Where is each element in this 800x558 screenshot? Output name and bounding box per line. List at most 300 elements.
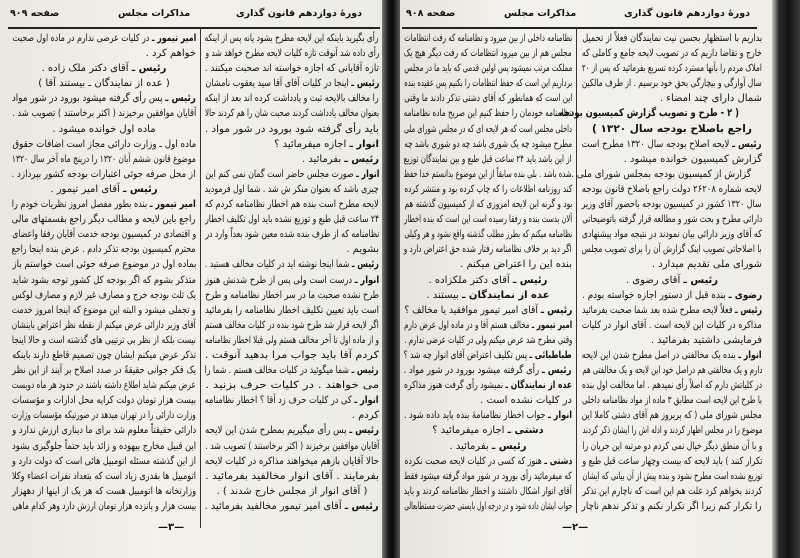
line-content xyxy=(582,423,762,438)
line-content xyxy=(12,242,196,257)
speech-text: لایحه اصلاح بودجه سال ۱۳۲۰ مطرح است xyxy=(582,138,730,150)
line-content xyxy=(404,197,572,212)
speaker-name: طباطبائی ـ xyxy=(529,349,572,361)
line-content xyxy=(582,469,762,484)
speech-text: گزارش از کمیسیون بودجه بمجلس شورای ملی . xyxy=(570,168,751,180)
text-line xyxy=(582,454,762,469)
speaker-name: عده از نمایندگان ـ xyxy=(462,289,550,301)
speech-text: تکرار کنند ) باید لایحه که بیست وچهار ساعت قبل طبع و xyxy=(582,455,762,467)
text-line xyxy=(582,227,762,242)
line-content xyxy=(582,454,762,469)
text-line xyxy=(404,76,572,91)
text-line xyxy=(205,439,379,454)
line-content xyxy=(404,106,572,121)
speech-text: که آقای وزیر دارائی بیان نمودند در نتیجه مواد پیشنهادی xyxy=(582,229,762,241)
line-content xyxy=(404,363,572,378)
speech-text: آقای دکتر ملک زاده . xyxy=(41,63,129,75)
speaker-name: امیر تیمور ـ xyxy=(150,199,196,211)
text-line xyxy=(205,408,379,423)
speech-text: جواب ایشان داده شود و در درجه اول بایستی حضرت مستطابعالی xyxy=(404,500,572,512)
speech-text: حالا آقایان بازهم میخواهند مذاکره در کلیات لایحه xyxy=(205,455,379,467)
text-line xyxy=(12,212,196,227)
speaker-name: رئیس ـ xyxy=(131,63,167,75)
speech-text: لایحه مطرح است بنده هم اخطار نظامنامه کردم که xyxy=(205,199,379,211)
text-line xyxy=(582,393,762,408)
text-line xyxy=(582,242,762,257)
speech-text: لایحه شماره ۲۶۲۰۸ دولت راجع باصلاح قانون بودجه xyxy=(582,183,762,195)
header-page-number: صفحه ۹۰۸ xyxy=(406,8,456,19)
line-content xyxy=(582,303,762,318)
speaker-name: رئیس ـ xyxy=(352,365,379,377)
section-heading-line xyxy=(582,122,762,137)
speech-text: بنده این را اعتراض میکنم . xyxy=(460,259,572,271)
text-line xyxy=(12,182,196,197)
text-line xyxy=(404,423,572,438)
line-content xyxy=(582,227,762,242)
page-edge-shadow xyxy=(772,0,800,558)
line-content xyxy=(12,273,196,288)
line-content xyxy=(205,439,379,454)
line-content xyxy=(205,303,379,318)
line-content xyxy=(404,227,572,242)
speech-text: و اقتصادی در کمیسیون بودجه خدمت آقایان رفقا واعضای xyxy=(12,229,196,241)
speech-text: دارم و یک مخالفتی هم دراصل خود این لایحه و یک مخالفتی هم xyxy=(582,365,762,377)
text-line xyxy=(404,227,572,242)
text-line xyxy=(12,61,196,76)
line-content xyxy=(205,393,379,408)
speech-text: بیست هزار و پانزده هزار تومان ارزش دارد وهر کدام ماهی xyxy=(12,500,196,512)
text-line xyxy=(582,363,762,378)
text-line xyxy=(582,318,762,333)
text-line xyxy=(582,76,762,91)
speech-text: خواهم کرد . xyxy=(145,48,196,60)
line-content xyxy=(404,242,572,257)
speech-text: رأی داده شد آنوقت تازه کلیات لایحه مطرح خواهد شد و xyxy=(205,48,379,60)
speaker-name: انوار ـ xyxy=(349,138,379,150)
line-content xyxy=(12,227,196,242)
speech-text: اگر لایحه قرار شد طرح شود بنده در کلیات مخالف هستم xyxy=(205,319,379,331)
speech-text: راجع باین لایحه و مطالب دیگر راجع بقسمتهای مالی xyxy=(12,214,196,226)
speech-text: را مخالف بالایحه ثبت و یادداشت کرده اند بعد از اینکه xyxy=(205,93,379,105)
speech-text: تذکر عرض میکنم ایشان چون تصمیم قاطع دارند باینکه xyxy=(12,349,196,361)
line-content xyxy=(404,484,572,499)
line-content xyxy=(480,393,572,408)
text-line xyxy=(12,46,196,61)
speech-text: رأی گرفته میشود بورود در شور مواد . xyxy=(404,365,540,377)
speech-text: وزارت دارائی را در تهران میدهد در صورتیکه مؤسسات وزارت xyxy=(12,410,196,422)
speech-text: سال ۱۳۲۰ کشور در کمیسیون بودجه باحضور آقای وزیر xyxy=(582,199,762,211)
speech-text: شورای ملی تقدیم میدارد . xyxy=(651,259,762,271)
text-line xyxy=(12,288,196,303)
speech-text: اجازه میفرمائید ؟ xyxy=(274,138,347,150)
speech-text: یک فکر جوانی حقیقةً در صدد اصلاح بر آیند از این نظر xyxy=(12,365,196,377)
text-line xyxy=(12,167,196,182)
speaker-name: رئیس ـ xyxy=(345,500,379,512)
text-line xyxy=(404,197,572,212)
text-line xyxy=(12,499,196,514)
line-content xyxy=(404,76,572,91)
line-content xyxy=(582,212,762,227)
speech-text: اتومبیل ها بقدری زیاد است که بتعداد نفرات اعضاء وکلا xyxy=(12,470,196,482)
speech-text: بفرمائید . xyxy=(449,440,489,452)
text-line xyxy=(12,303,196,318)
text-line xyxy=(404,484,572,499)
line-content xyxy=(660,91,762,106)
line-content xyxy=(582,318,762,333)
line-content xyxy=(582,393,762,408)
speaker-name: رئیس ـ xyxy=(683,274,719,286)
text-line xyxy=(12,423,196,438)
line-content xyxy=(426,288,549,303)
line-content xyxy=(205,454,379,469)
column-right xyxy=(559,31,762,514)
speaker-name: رئیس ـ xyxy=(512,274,548,286)
speech-text: مملکت مرتب نمیشود پس اولین قدمی که باید ما در مجلس xyxy=(404,63,572,75)
line-content xyxy=(12,318,196,333)
speech-text: از محل صرفه جوئی اعتبارات بودجه کشور بپردازد . xyxy=(12,168,196,180)
text-line xyxy=(12,91,196,106)
line-content xyxy=(582,408,762,423)
speech-text: جواب اخطار نظامنامهٔ بنده باید داده شود . xyxy=(404,410,546,422)
text-line xyxy=(404,303,572,318)
line-content xyxy=(571,167,751,182)
line-content xyxy=(12,454,196,469)
speech-text: باید رأی گرفته شود بورود در شور مواد . xyxy=(205,123,379,135)
speech-text: تازه آقایانی که اجازه خواسته اند صحبت میکنند . xyxy=(205,63,379,75)
speech-text: آقای امیر تیمور مخالفید بفرمائید . xyxy=(205,500,342,512)
line-content xyxy=(582,378,762,393)
line-content xyxy=(429,273,548,288)
speech-text: بشویم . xyxy=(346,244,379,256)
speech-text: مجلس شورای ملی ( که پریروز هم آقای دشتی کاملا این xyxy=(582,410,762,422)
speech-text: ماده اول ـ وزارت دارائی مجاز است اضافات حقوق xyxy=(12,138,196,150)
line-content xyxy=(404,61,572,76)
text-line xyxy=(582,152,762,167)
text-line xyxy=(582,378,762,393)
text-line xyxy=(582,212,762,227)
text-line xyxy=(205,257,379,272)
speech-text: و از ماده اول تا آخر مخالف هستم ولی قبلا اخطار نظامنامه xyxy=(205,334,379,346)
line-content xyxy=(205,363,379,378)
text-line xyxy=(404,46,572,61)
header-title: مذاکرات مجلس xyxy=(118,8,191,19)
line-content xyxy=(12,91,196,106)
speaker-name: انوار ـ xyxy=(548,410,572,422)
text-line xyxy=(12,484,196,499)
speech-text: بعنوان مخالف یادداشت کردند صحبت شان را هم کردند حالا xyxy=(205,108,379,120)
speaker-name: رئیس ـ xyxy=(735,304,762,316)
text-line xyxy=(582,499,762,514)
text-line xyxy=(404,288,572,303)
speech-text: بیست هزار تومان دولت کرایه محل ادارات و مؤسسات xyxy=(12,395,196,407)
line-content xyxy=(146,46,196,61)
text-line xyxy=(404,137,572,152)
speech-text: برداریم این است که حفظ انتظامات را بکنیم پس عقیده بنده xyxy=(404,78,572,90)
text-line xyxy=(12,273,196,288)
line-content xyxy=(404,499,572,514)
text-line xyxy=(404,273,572,288)
text-line xyxy=(205,454,379,469)
line-content xyxy=(404,408,572,423)
text-line xyxy=(404,393,572,408)
speech-text: آقایان موافقین برخیزند ( اکثر برخاستند ) تصویب شد . xyxy=(12,108,196,120)
speech-text: پس رأی میگیریم بمطرح شدن این لایحه xyxy=(205,425,347,437)
speech-text: اجازه میفرمائید ؟ xyxy=(432,425,505,437)
line-content xyxy=(559,106,739,121)
speech-text: آقای رضوی . xyxy=(625,274,681,286)
text-line xyxy=(12,393,196,408)
speaker-name: امیر تیمور ـ xyxy=(151,33,196,44)
line-content xyxy=(12,439,196,454)
speech-text: آقای امیر تیمور . xyxy=(50,183,120,195)
speech-text: را تکرار کنم زیرا اگر تکرار نکنم و تذکر ندهم ناچار xyxy=(582,500,762,512)
speaker-name: دشتی ـ xyxy=(507,425,544,437)
speech-text: و تجملی میشود و البته این موضوع که اینجا امروز خدمت xyxy=(12,304,196,316)
speech-text: شده باشد . بلی بنده سابقاً از این موضوع بدانستم خدا حفظ xyxy=(404,168,572,180)
line-content xyxy=(582,61,762,76)
speech-text: طرح نشده صحبت ما در سر اخطار نظامنامه و طرح xyxy=(205,289,379,301)
header-period: دورهٔ دوازدهم قانون گذاری xyxy=(623,8,750,19)
speech-text: اینجا در کلیات آقای آقا سید یعقوب نامشان xyxy=(205,78,349,90)
line-content xyxy=(582,76,762,91)
line-content xyxy=(582,348,762,363)
speech-text: شمال دارای چند امضاء . xyxy=(659,93,762,105)
speech-text: هنوز که کسی در کلیات لایحه صحبت نکرده xyxy=(404,455,542,467)
line-content xyxy=(404,31,572,46)
speech-text: گزارش کمیسیون خوانده میشود . xyxy=(623,153,762,165)
speaker-name: رئیس ـ xyxy=(122,183,158,195)
speaker-name: رئیس ـ xyxy=(542,365,572,377)
line-content xyxy=(404,122,572,137)
line-content xyxy=(12,423,196,438)
text-line xyxy=(582,348,762,363)
line-content xyxy=(582,439,762,454)
text-line xyxy=(582,273,762,288)
line-content xyxy=(404,212,572,227)
line-content xyxy=(404,303,572,318)
text-line xyxy=(12,106,196,121)
text-line xyxy=(205,303,379,318)
speech-text: پس رأی گرفته میشود بورود در شور مواد xyxy=(12,93,163,105)
text-line xyxy=(205,288,379,303)
speech-text: آقای وزیر دارائی عرض میکنم از نقطه نظر اعتراض باینشان xyxy=(12,319,196,331)
text-line xyxy=(582,288,762,303)
line-content xyxy=(651,333,762,348)
speech-text: شما اینجا نوشته اید در کلیات مخالف هستید . xyxy=(205,259,350,271)
speech-text: راجع باصلاح بودجه سال ۱۳۲۰ ) xyxy=(592,122,752,135)
speech-text: در کلیات عرضی ندارم در ماده اول صحبت xyxy=(12,33,150,44)
text-line xyxy=(582,91,762,106)
text-line xyxy=(404,348,572,363)
text-line xyxy=(404,182,572,197)
line-content xyxy=(460,257,572,272)
speech-text: خارج و تقاضا داریم که در تصویب لایحه جامع و کاملی که xyxy=(582,48,762,60)
speech-text: بیستند . xyxy=(426,289,459,301)
line-content xyxy=(404,152,572,167)
text-line xyxy=(12,257,196,272)
speaker-name: رئیس ـ xyxy=(350,78,379,90)
line-content xyxy=(205,288,379,303)
speech-text: در کلیات نشده است . xyxy=(480,395,572,407)
line-content xyxy=(582,137,762,152)
text-line xyxy=(404,408,572,423)
text-line xyxy=(205,393,379,408)
line-content xyxy=(12,348,196,363)
speech-text: موضوع را در مجلس اظهار کردند و ادله اش را ایشان ذکر کردند xyxy=(582,425,762,437)
text-line xyxy=(12,152,196,167)
speech-text: ۲۴ ساعت قبل طبع و توزیع نشده باید اول تکلیف اخطار xyxy=(205,214,379,226)
speech-text: سال آوارگی و بیچارگی بحق خود برسیم . از طرف مالکین xyxy=(582,78,762,90)
speech-text: مذاکره در کلیات این لایحه است . آقای انوار در کلیات xyxy=(582,319,762,331)
header-title: مذاکرات مجلس xyxy=(504,8,577,19)
speech-text: کی در کلیات حرف زد آقا ؟ اخطار نظامنامه xyxy=(205,395,353,407)
speech-text: نظامنامه که از طرف بنده شده معین شود بعداً وارد در xyxy=(205,229,379,241)
speech-text: رأی بگیرید باینکه این لایحه مطرح بشود یانه پس از اینکه xyxy=(205,33,379,44)
speaker-name: رئیس ـ xyxy=(540,304,572,316)
text-line xyxy=(12,137,196,152)
speech-text: چیزی باشد که بعنوان منکر ش شد . شما اول فرمودید xyxy=(205,183,379,195)
speech-text: عرض میکنم شاید اطلاع داشته باشند در حدود هر ماه دویست xyxy=(12,380,196,392)
line-content xyxy=(12,288,196,303)
text-line xyxy=(582,182,762,197)
speech-text: بنده قبل از دستور اجازه خواسته بودم . xyxy=(582,289,726,301)
text-line xyxy=(404,31,572,46)
speaker-name: رئیس ـ xyxy=(344,153,379,165)
line-content xyxy=(12,106,196,121)
book-gutter xyxy=(382,0,400,558)
text-line xyxy=(12,408,196,423)
speech-text: مجلس هم از بین میرود انتظامات که رفت دیگر هیچ یک xyxy=(404,48,572,60)
speech-text: ( عده از نمایندگان ـ بیستند آقا ) xyxy=(38,78,170,90)
text-line xyxy=(404,242,572,257)
speech-text: نظامنامه میکنم که بطرز مطلب گذشته واقع نشود و هر وکیلی xyxy=(404,229,572,241)
speech-text: این قبیل مخارج بیهوده و زائد باید حتماً جلوگیری بشود xyxy=(12,440,196,452)
line-content xyxy=(12,137,196,152)
text-line xyxy=(12,454,196,469)
line-content xyxy=(12,197,196,212)
header-rule xyxy=(402,27,757,29)
speech-text: نیست بلکه از نظر بی ترتیبی های گذشته است و حالا اینجا xyxy=(12,334,196,346)
line-content xyxy=(12,408,196,423)
text-line xyxy=(582,469,762,484)
speech-text: ( ۲ - طرح و تصویب گزارش کمیسیون بودجه xyxy=(559,107,740,120)
speech-text: بفرمائید . xyxy=(302,153,342,165)
speech-text: با اصلاحاتی تصویب اینک گزارش آن را برای تصویب مجلس xyxy=(582,244,762,256)
text-line xyxy=(582,46,762,61)
text-line xyxy=(404,454,572,469)
speaker-name: رئیس ـ xyxy=(349,425,379,437)
speech-text: کردم . xyxy=(351,410,379,422)
speech-text: آلان بدست بنده و رفقا رسیده است این است که بنده اخطار xyxy=(404,214,572,226)
line-content xyxy=(12,212,196,227)
speech-text: بنده بطور مفصل امروز نظریات خودم را xyxy=(12,199,148,211)
text-line xyxy=(582,137,762,152)
speech-text: نظامنامه خودمان را حفظ کنیم این صریح ماده نظامنامه xyxy=(404,108,572,120)
line-content xyxy=(626,273,718,288)
text-line xyxy=(12,318,196,333)
text-line xyxy=(404,122,572,137)
speech-text: در کلیاتش دارم که اصلاً رأی نمیدهم . اما مخالفت اول بنده xyxy=(582,380,762,392)
speech-text: محترم کمیسیون بودجه تذکر دادم . عرض بنده اینجا راجع xyxy=(12,244,196,256)
speech-text: موضوع قانون ششم آبان ۱۳۲۰ را درپنج ماه آخر سال ۱۳۲۰ xyxy=(12,153,196,165)
line-content xyxy=(404,318,572,333)
line-content xyxy=(404,91,572,106)
speech-text: بود و گرنه این لایحه امروزی که از کمیسیون گذشته هم xyxy=(404,199,572,211)
speech-text: فعلاً لایحه مطرح شده بعد شما صحبت بفرمائید xyxy=(582,304,733,316)
speech-text: مخالف هستم آقا و در ماده اول عرض دارم xyxy=(404,319,530,331)
line-content xyxy=(582,46,762,61)
line-content xyxy=(12,152,196,167)
text-line xyxy=(12,378,196,393)
speech-text: بداریم با استظهار بحسن نیت نمایندگان فعلاً از تحمیل xyxy=(582,33,762,44)
line-content xyxy=(404,454,572,469)
speaker-name: انوار ـ xyxy=(355,168,379,180)
text-line xyxy=(582,61,762,76)
speaker-name: رضوی ـ xyxy=(728,289,762,301)
text-line xyxy=(404,318,572,333)
text-line xyxy=(582,484,762,499)
line-content xyxy=(404,333,572,348)
text-line xyxy=(582,303,762,318)
line-content xyxy=(12,469,196,484)
speech-text: متذکر بشوم که اگر بودجه کل کشور توجه بشود شاید xyxy=(12,274,196,286)
line-content xyxy=(404,469,572,484)
speech-text: این است که همانطور که آقای دشتی تذکر دادند ما وقتی xyxy=(404,93,572,105)
speaker-name: امیر تیمور ـ xyxy=(531,319,572,331)
speech-text: دارائی حقیقتاً معلوم شد برای ما دیناری ارزش ندارد و xyxy=(12,425,196,437)
line-content xyxy=(12,484,196,499)
speech-text: پس تکلیف اعتراض آقای انوار چه شد ؟ xyxy=(404,349,528,361)
line-content xyxy=(432,423,543,438)
text-line xyxy=(12,439,196,454)
line-content xyxy=(582,288,762,303)
text-line xyxy=(12,76,196,91)
line-content xyxy=(592,122,752,137)
line-content xyxy=(12,363,196,378)
speech-text: کردند بخواهم کرد علت هم این است که ناچارم این تذکر xyxy=(582,485,762,497)
text-line xyxy=(404,363,572,378)
column-left xyxy=(12,31,196,514)
text-line xyxy=(582,257,762,272)
speech-text: ( آقای انوار از مجلس خارج شدند ) . xyxy=(216,485,368,497)
speech-text: می خواهند . در کلیات حرف بزنید . xyxy=(205,380,379,392)
speaker-name: رئیس ـ xyxy=(352,259,379,271)
line-content xyxy=(12,31,196,46)
text-line xyxy=(12,363,196,378)
line-content xyxy=(12,303,196,318)
text-line xyxy=(404,152,572,167)
line-content xyxy=(404,378,572,393)
line-content xyxy=(12,393,196,408)
speech-text: مطرح میشود چه یک شوری باشد چه دو شوری باشد چه xyxy=(404,138,572,150)
speaker-name: عده از نمایندگان ـ xyxy=(505,380,572,392)
speech-text: داخلی مجلس است که هر لایحه ای که در مجلس شورای ملی xyxy=(404,123,572,135)
text-line xyxy=(582,31,762,46)
speech-text: با طرح این لایحه است مطابق ۳ ماده از مواد نظامنامه داخلی xyxy=(582,395,762,407)
text-line xyxy=(582,197,762,212)
text-line xyxy=(404,333,572,348)
page-footer-number: —۲— xyxy=(562,522,589,533)
line-content xyxy=(12,499,196,514)
text-line xyxy=(404,212,572,227)
speech-text: آقای دکتر ملکزاده . xyxy=(428,274,510,286)
speech-text: درست است ولی پس از طرح شدنش هنوز xyxy=(205,274,352,286)
speech-text: آقای انوار اشکال داشتند و اخطار نظامنامه کردند و باید xyxy=(404,485,572,497)
speech-text: کردم آقا باید جواب مرا بدهید آنوقت . xyxy=(205,349,379,361)
line-content xyxy=(404,46,572,61)
text-line xyxy=(12,242,196,257)
line-content xyxy=(205,273,379,288)
